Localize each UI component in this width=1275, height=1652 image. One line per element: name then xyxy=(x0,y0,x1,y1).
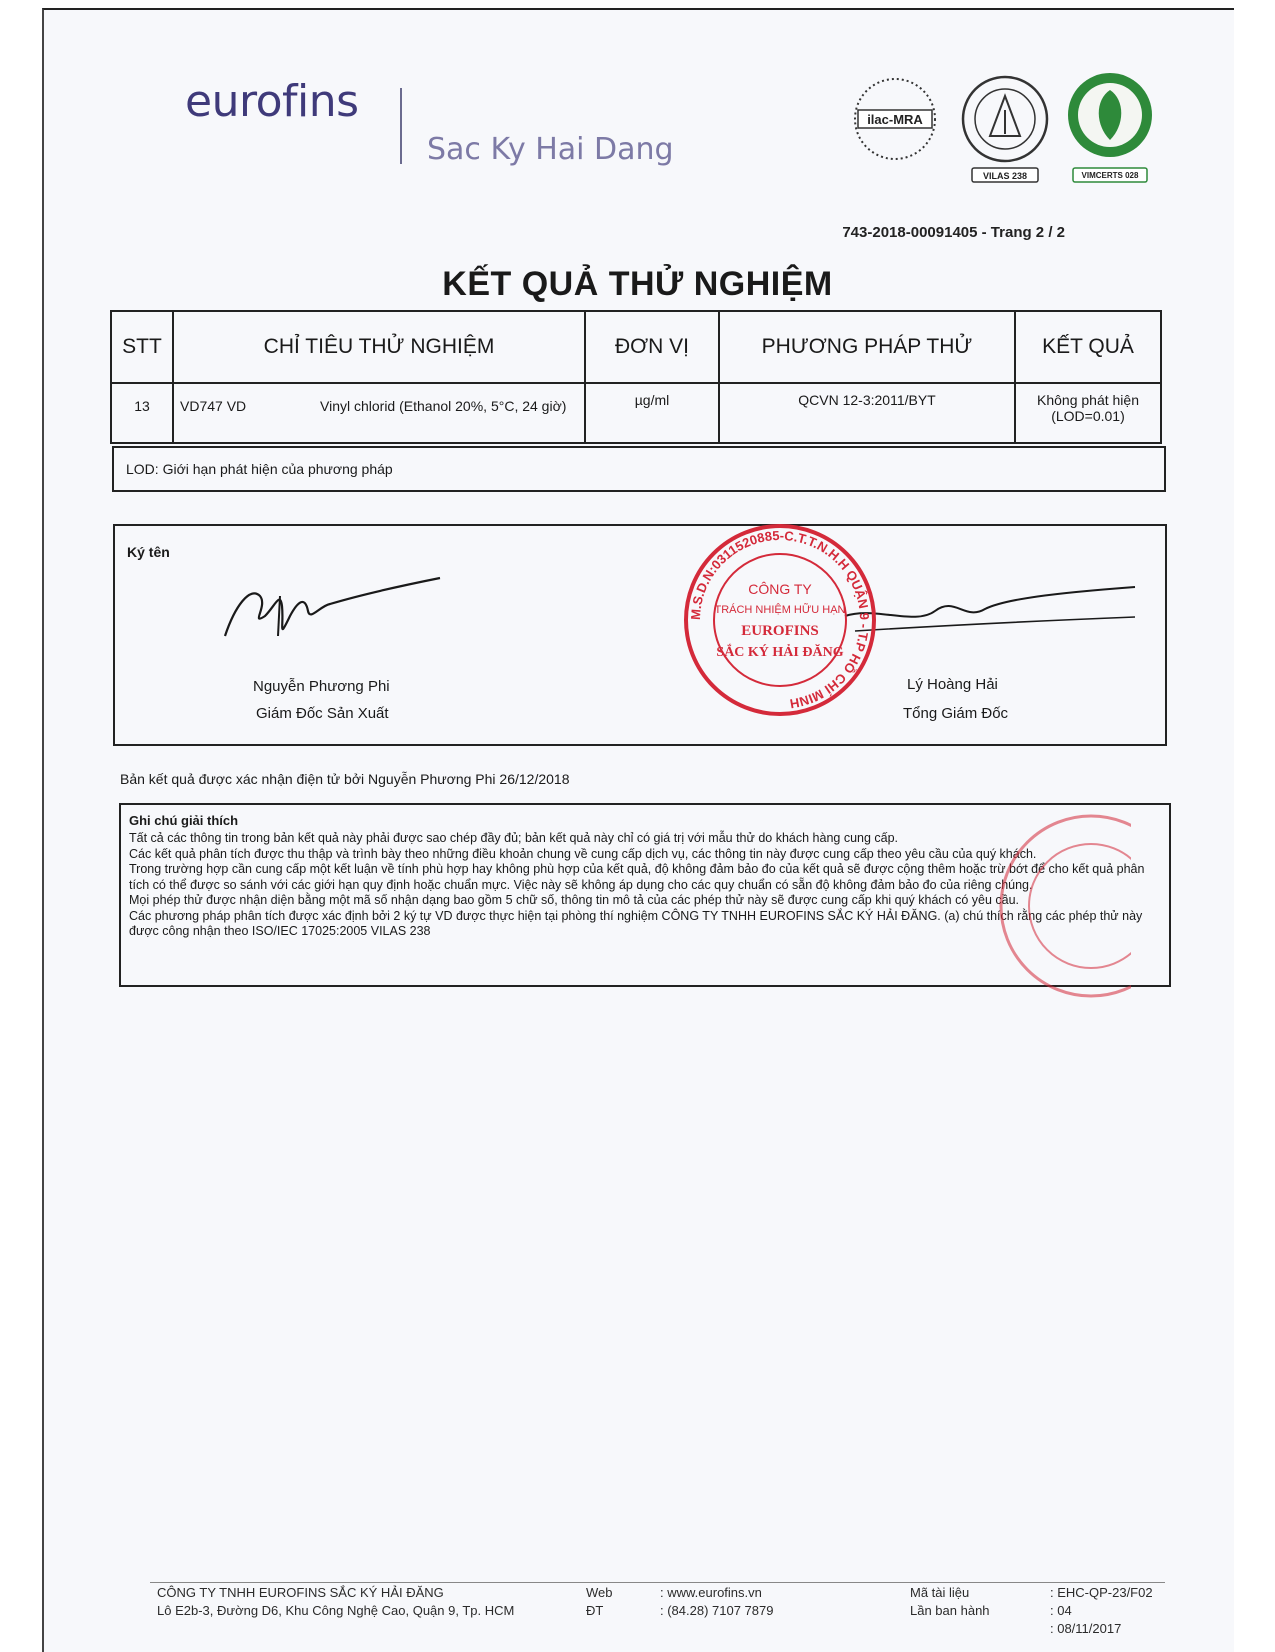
ilac-mra-icon xyxy=(850,74,940,169)
lod-note: LOD: Giới hạn phát hiện của phương pháp xyxy=(126,461,393,477)
environment-vietnam-icon xyxy=(1065,70,1155,190)
svg-text:M.S.D.N:0311520885-C.T.T.N.H.H xyxy=(688,528,872,711)
note-line: Các phương pháp phân tích được xác định bởi 2 ký tự VD được thực hiện tại phòng thí nghiệm CÔNG TY TNHH EUROFINS SẮC KÝ HẢI ĐĂNG. (a) chú thích rằng các phép thử này được công nhận theo ISO/IEC 17025:2005 VILAS 238 xyxy=(129,908,1143,938)
vimcerts-label: VIMCERTS 028 xyxy=(1081,171,1139,180)
column-header-unit: ĐƠN VỊ xyxy=(585,311,719,383)
footer-doc-code: : EHC-QP-23/F02 xyxy=(1050,1585,1153,1600)
signer-right-name: Lý Hoàng Hải xyxy=(907,676,998,693)
footer-company-block xyxy=(157,1584,514,1620)
parameter-name: Vinyl chlorid (Ethanol 20%, 5°C, 24 giờ) xyxy=(320,398,567,414)
result-lod: (LOD=0.01) xyxy=(1051,408,1125,424)
page-title: KẾT QUẢ THỬ NGHIỆM xyxy=(442,265,833,303)
signature-left-icon xyxy=(220,566,450,656)
logo-subtitle: Sac Ky Hai Dang xyxy=(427,132,674,167)
stamp-line-2: TRÁCH NHIỆM HỮU HẠN xyxy=(714,604,846,616)
svg-text:ilac-MRA: ilac-MRA xyxy=(867,112,923,127)
document-reference: 743-2018-00091405 - Trang 2 / 2 xyxy=(842,224,1065,241)
footer-phone: : (84.28) 7107 7879 xyxy=(660,1603,774,1618)
company-stamp xyxy=(680,520,880,720)
cell-result xyxy=(1015,383,1161,443)
cell-parameter xyxy=(173,383,585,443)
table-header-row xyxy=(111,311,1161,383)
result-value: Không phát hiện xyxy=(1037,392,1139,408)
footer-company: CÔNG TY TNHH EUROFINS SẮC KÝ HẢI ĐĂNG xyxy=(157,1585,444,1600)
column-header-stt: STT xyxy=(111,311,173,383)
footer-issue-label: Lần ban hành xyxy=(910,1603,990,1618)
stamp-line-4: SẮC KÝ HẢI ĐĂNG xyxy=(716,645,844,660)
column-header-result: KẾT QUẢ xyxy=(1015,311,1161,383)
footer-web-label: Web xyxy=(586,1585,613,1600)
footer-doc-labels xyxy=(910,1584,990,1620)
stamp-line-3: EUROFINS xyxy=(741,623,819,639)
footer-issue-date: : 08/11/2017 xyxy=(1050,1621,1122,1636)
footer-web-link[interactable]: : www.eurofins.vn xyxy=(660,1585,762,1600)
lod-note-box xyxy=(112,446,1166,492)
eurofins-logo: eurofins xyxy=(185,76,359,127)
footer-doc-code-label: Mã tài liệu xyxy=(910,1585,970,1600)
signer-left-title: Giám Đốc Sản Xuất xyxy=(256,705,389,722)
test-code: VD747 VD xyxy=(180,398,247,414)
results-table xyxy=(110,310,1162,444)
cell-method: QCVN 12-3:2011/BYT xyxy=(719,383,1015,443)
column-header-parameter: CHỈ TIÊU THỬ NGHIỆM xyxy=(173,311,585,383)
cell-stt: 13 xyxy=(111,383,173,443)
vilas-label: VILAS 238 xyxy=(982,171,1028,181)
signature-right-icon xyxy=(835,581,1145,641)
logo-divider xyxy=(400,88,402,164)
stamp-line-1: CÔNG TY xyxy=(748,581,812,597)
signature-label: Ký tên xyxy=(127,544,170,560)
footer-contact-labels xyxy=(586,1584,613,1620)
footer-address: Lô E2b-3, Đường D6, Khu Công Nghệ Cao, Quận 9, Tp. HCM xyxy=(157,1603,515,1618)
column-header-method: PHƯƠNG PHÁP THỬ xyxy=(719,311,1015,383)
footer-issue: : 04 xyxy=(1050,1603,1072,1618)
signer-left-name: Nguyễn Phương Phi xyxy=(253,678,390,695)
note-line: Mọi phép thử được nhận diện bằng một mã số nhận dạng bao gồm 5 chữ số, thông tin mô tả của các phép thử này sẽ được cung cấp khi quý khách có yêu cầu. xyxy=(129,893,1020,907)
note-line: Tất cả các thông tin trong bản kết quả này phải được sao chép đầy đủ; bản kết quả này chỉ có giá trị với mẫu thử do khách hàng cung cấp. xyxy=(129,831,899,845)
footer-doc-values xyxy=(1050,1584,1153,1638)
stamp-ring-text: M.S.D.N:0311520885-C.T.T.N.H.H QUẬN 9 - T.P HỒ CHÍ MINH xyxy=(687,527,873,712)
notes-title: Ghi chú giải thích xyxy=(129,813,239,828)
electronic-confirmation: Bản kết quả được xác nhận điện tử bởi Nguyễn Phương Phi 26/12/2018 xyxy=(120,771,570,787)
table-row xyxy=(111,383,1161,443)
footer-phone-label: ĐT xyxy=(586,1603,604,1618)
footer-divider xyxy=(150,1582,1165,1583)
notes-box xyxy=(119,803,1171,987)
note-line: Trong trường hợp cần cung cấp một kết luận về tính phù hợp hay không phù hợp của kết quả, độ không đảm bảo đo của kết quả sẽ được cộng thêm hoặc trừ bớt để cho kết quả phân tích có thể được so sánh với các giới hạn quy định hoặc chuẩn mực. Việc này sẽ không áp dụng cho các quy chuẩn có sẵn độ không đảm bảo đo của riêng chúng. xyxy=(129,862,1145,892)
signature-box xyxy=(113,524,1167,746)
signer-right-title: Tổng Giám Đốc xyxy=(903,705,1009,722)
cell-unit: µg/ml xyxy=(585,383,719,443)
partial-stamp-icon xyxy=(981,811,1131,1001)
footer-contact-values xyxy=(660,1584,773,1620)
note-line: Các kết quả phân tích được thu thập và trình bày theo những điều khoản chung về cung cấp dịch vụ, các thông tin này được cung cấp theo yêu cầu của quý khách. xyxy=(129,846,1037,861)
boa-vietnam-icon xyxy=(960,74,1050,189)
